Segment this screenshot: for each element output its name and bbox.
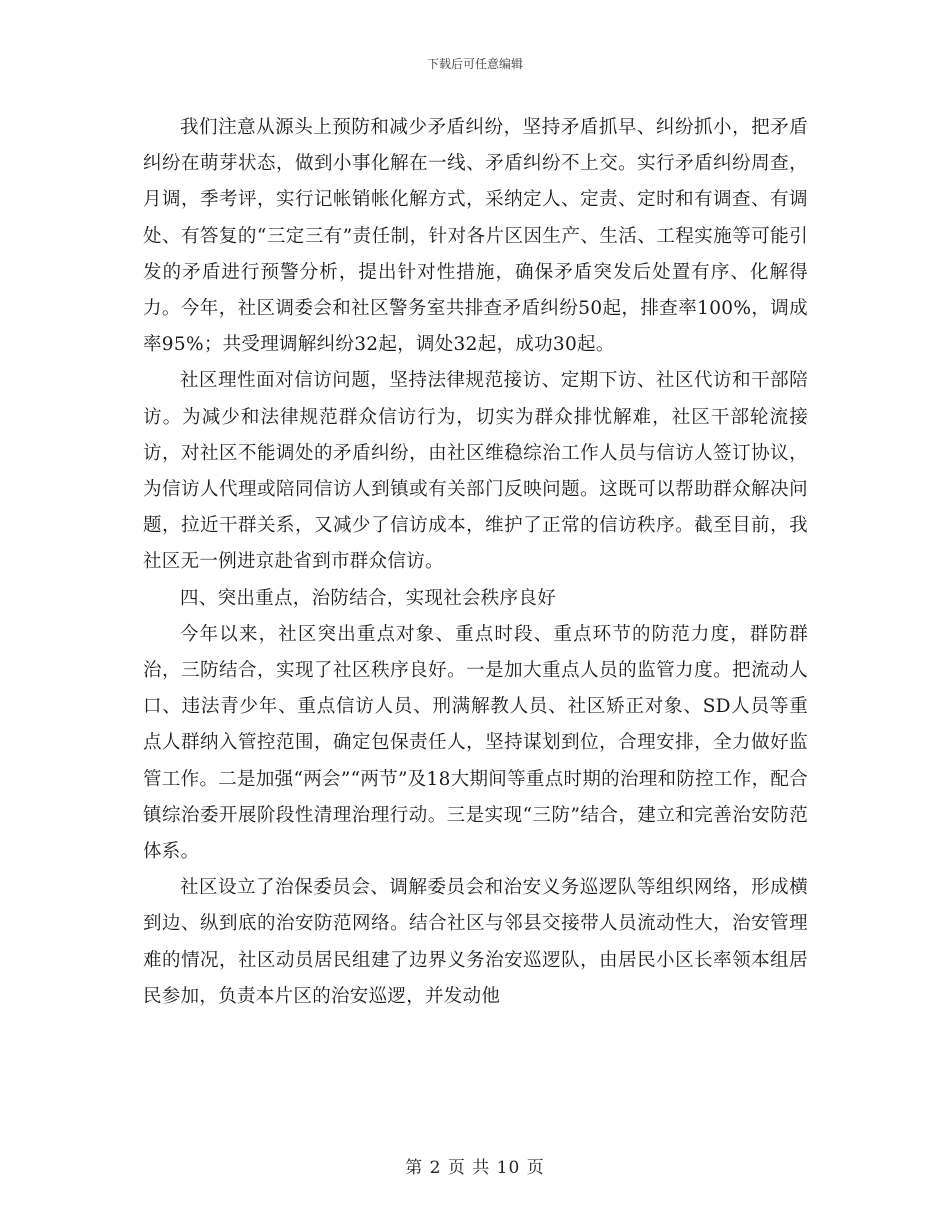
paragraph-key-focus: 今年以来，社区突出重点对象、重点时段、重点环节的防范力度，群防群治，三防结合，实现了社区秩序良好。一是加大重点人员的监管力度。把流动人口、违法青少年、重点信访人员、刑满解教人员、社区矫正对象、SD人员等重点人群纳入管控范围，确定包保责任人，坚持谋划到位，合理安排，全力做好监管工作。二是加强“两会”“两节”及18大期间等重点时期的治理和防控工作，配合镇综治委开展阶段性清理治理行动。三是实现“三防”结合，建立和完善治安防范体系。 xyxy=(143,623,808,863)
paragraph-security-network: 社区设立了治保委员会、调解委员会和治安义务巡逻队等组织网络，形成横到边、纵到底的治安防范网络。结合社区与邻县交接带人员流动性大，治安管理难的情况，社区动员居民组建了边界义务治安巡逻队，由居民小区长率领本组居民参加，负责本片区的治安巡逻，并发动他 xyxy=(143,877,808,1007)
section-heading-four: 四、突出重点，治防结合，实现社会秩序良好 xyxy=(180,587,557,609)
page-header: 下载后可任意编辑 xyxy=(426,57,523,71)
document-body xyxy=(143,110,808,1015)
paragraph-petition-handling: 社区理性面对信访问题，坚持法律规范接访、定期下访、社区代访和干部陪访。为减少和法律规范群众信访行为，切实为群众排忧解难，社区干部轮流接访，对社区不能调处的矛盾纠纷，由社区维稳综治工作人员与信访人签订协议，为信访人代理或陪同信访人到镇或有关部门反映问题。这既可以帮助群众解决问题，拉近干群关系，又减少了信访成本，维护了正常的信访秩序。截至目前，我社区无一例进京赴省到市群众信访。 xyxy=(143,370,808,573)
paragraph-dispute-prevention: 我们注意从源头上预防和减少矛盾纠纷，坚持矛盾抓早、纠纷抓小，把矛盾纠纷在萌芽状态，做到小事化解在一线、矛盾纠纷不上交。实行矛盾纠纷周查，月调，季考评，实行记帐销帐化解方式，采纳定人、定责、定时和有调查、有调处、有答复的“三定三有”责任制，针对各片区因生产、生活、工程实施等可能引发的矛盾进行预警分析，提出针对性措施，确保矛盾突发后处置有序、化解得力。今年，社区调委会和社区警务室共排查矛盾纠纷50起，排查率100%，调成率95%；共受理调解纠纷32起，调处32起，成功30起。 xyxy=(143,117,808,356)
page-number-footer: 第 2 页 共 10 页 xyxy=(405,1158,545,1178)
